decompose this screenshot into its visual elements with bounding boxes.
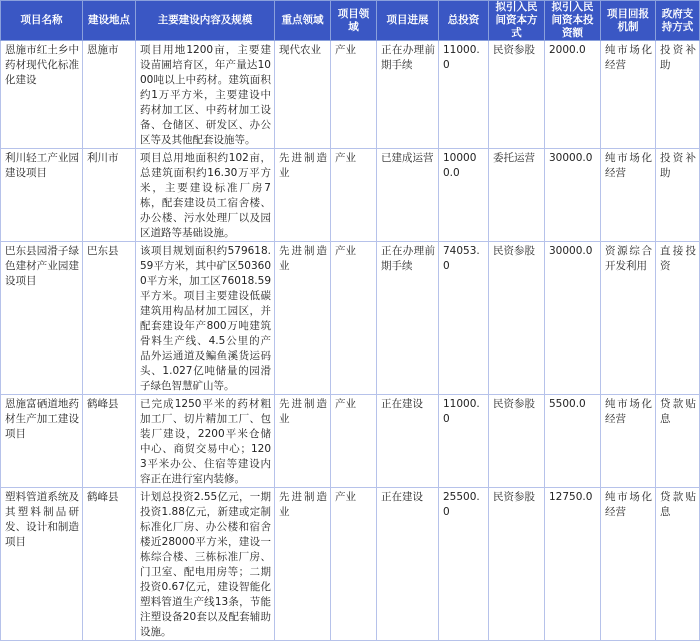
cell-content: 计划总投资2.55亿元，一期投资1.88亿元，新建或定制标准化厂房、办公楼和宿舍楼近28000平方米，建设一栋综合楼、三栋标准厂房、门卫室、配电用房等；二期投资0.67亿元，建设智能化塑料管道生产线13条，节能注塑设备20套以及配套辅助设施。 bbox=[136, 488, 275, 641]
table-row bbox=[1, 488, 700, 641]
cell-location: 利川市 bbox=[83, 149, 136, 242]
cell-field: 产业 bbox=[331, 242, 377, 395]
cell-return-mechanism: 纯市场化经营 bbox=[601, 41, 656, 149]
cell-return-mechanism: 纯市场化经营 bbox=[601, 395, 656, 488]
cell-capital-mode: 民资参股 bbox=[489, 41, 545, 149]
header-government-support: 政府支持方式 bbox=[656, 1, 700, 41]
cell-capital-mode: 委托运营 bbox=[489, 149, 545, 242]
cell-capital-amount: 2000.0 bbox=[545, 41, 601, 149]
cell-capital-mode: 民资参股 bbox=[489, 395, 545, 488]
cell-progress: 已建成运营 bbox=[377, 149, 439, 242]
cell-progress: 正在办理前期手续 bbox=[377, 41, 439, 149]
header-return-mechanism: 项目回报机制 bbox=[601, 1, 656, 41]
cell-project-name: 恩施富硒道地药材生产加工建设项目 bbox=[1, 395, 83, 488]
header-total-investment: 总投资 bbox=[439, 1, 489, 41]
cell-key-field: 现代农业 bbox=[275, 41, 331, 149]
header-progress: 项目进展 bbox=[377, 1, 439, 41]
cell-project-name: 巴东县园滑子绿色建材产业园建设项目 bbox=[1, 242, 83, 395]
cell-government-support: 贷款贴息 bbox=[656, 395, 700, 488]
header-project-name: 项目名称 bbox=[1, 1, 83, 41]
cell-location: 恩施市 bbox=[83, 41, 136, 149]
header-key-field: 重点领域 bbox=[275, 1, 331, 41]
cell-return-mechanism: 纯市场化经营 bbox=[601, 149, 656, 242]
table-row bbox=[1, 395, 700, 488]
cell-project-name: 利川轻工产业园建设项目 bbox=[1, 149, 83, 242]
cell-progress: 正在建设 bbox=[377, 488, 439, 641]
cell-government-support: 投资补助 bbox=[656, 149, 700, 242]
cell-government-support: 投资补助 bbox=[656, 41, 700, 149]
cell-content: 已完成1250平米的药材粗加工厂、切片精加工厂、包装厂建设，2200平米仓储中心、商贸交易中心；1203平米办公、住宿等建设内容正在进行室内装修。 bbox=[136, 395, 275, 488]
cell-location: 巴东县 bbox=[83, 242, 136, 395]
cell-total-investment: 25500.0 bbox=[439, 488, 489, 641]
cell-content: 项目用地1200亩，主要建设苗圃培育区，年产量达1000吨以上中药材。建筑面积约1万平方米，主要建设中药材加工区、中药材加工设备、仓储区、研发区、办公区等及其他配套设施等。 bbox=[136, 41, 275, 149]
header-content: 主要建设内容及规模 bbox=[136, 1, 275, 41]
cell-government-support: 直接投资 bbox=[656, 242, 700, 395]
header-field: 项目领域 bbox=[331, 1, 377, 41]
cell-location: 鹤峰县 bbox=[83, 395, 136, 488]
cell-field: 产业 bbox=[331, 395, 377, 488]
table-row bbox=[1, 149, 700, 242]
cell-progress: 正在办理前期手续 bbox=[377, 242, 439, 395]
cell-location: 鹤峰县 bbox=[83, 488, 136, 641]
cell-capital-mode: 民资参股 bbox=[489, 242, 545, 395]
cell-return-mechanism: 资源综合开发利用 bbox=[601, 242, 656, 395]
header-capital-amount: 拟引入民间资本投资额 bbox=[545, 1, 601, 41]
cell-total-investment: 100000.0 bbox=[439, 149, 489, 242]
cell-key-field: 先进制造业 bbox=[275, 488, 331, 641]
cell-capital-amount: 30000.0 bbox=[545, 149, 601, 242]
cell-key-field: 先进制造业 bbox=[275, 242, 331, 395]
cell-return-mechanism: 纯市场化经营 bbox=[601, 488, 656, 641]
cell-field: 产业 bbox=[331, 488, 377, 641]
cell-capital-amount: 5500.0 bbox=[545, 395, 601, 488]
cell-progress: 正在建设 bbox=[377, 395, 439, 488]
table-row bbox=[1, 41, 700, 149]
cell-field: 产业 bbox=[331, 149, 377, 242]
cell-project-name: 恩施市红土乡中药材现代化标准化建设 bbox=[1, 41, 83, 149]
cell-content: 项目总用地面积约102亩，总建筑面积约16.30万平方米，主要建设标准厂房7栋，配套建设员工宿舍楼、办公楼、污水处理厂以及园区道路等基础设施。 bbox=[136, 149, 275, 242]
cell-government-support: 贷款贴息 bbox=[656, 488, 700, 641]
header-location: 建设地点 bbox=[83, 1, 136, 41]
table-header-row bbox=[1, 1, 700, 41]
cell-key-field: 先进制造业 bbox=[275, 149, 331, 242]
cell-field: 产业 bbox=[331, 41, 377, 149]
cell-total-investment: 74053.0 bbox=[439, 242, 489, 395]
cell-key-field: 先进制造业 bbox=[275, 395, 331, 488]
cell-capital-amount: 12750.0 bbox=[545, 488, 601, 641]
table-row bbox=[1, 242, 700, 395]
cell-project-name: 塑料管道系统及其塑料制品研发、设计和制造项目 bbox=[1, 488, 83, 641]
header-capital-mode: 拟引入民间资本方式 bbox=[489, 1, 545, 41]
cell-total-investment: 11000.0 bbox=[439, 41, 489, 149]
cell-content: 该项目规划面积约579618.59平方米，其中矿区503600平方米，加工区76018.59平方米。项目主要建设低碳建筑用构品材加工园区，并配套建设年产800万吨建筑骨料生产线、4.5公里的产品外运通道及鳊鱼溪货运码头、1.027亿吨储量的园滑子绿色智慧矿山等。 bbox=[136, 242, 275, 395]
cell-capital-amount: 30000.0 bbox=[545, 242, 601, 395]
cell-total-investment: 11000.0 bbox=[439, 395, 489, 488]
cell-capital-mode: 民资参股 bbox=[489, 488, 545, 641]
